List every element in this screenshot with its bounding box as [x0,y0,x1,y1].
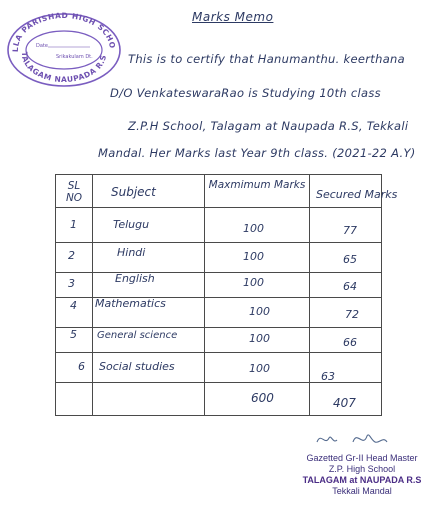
row-6-secured: 63 [321,370,335,383]
row-4-subject: Mathematics [95,297,166,310]
total-secured: 407 [333,396,356,410]
total-max: 600 [251,391,274,405]
row-2-sl: 2 [68,249,75,262]
row-3-subject: English [115,272,155,285]
header-subject: Subject [111,185,156,199]
stamp-district: Srikakulam Dt. [56,54,93,60]
body-line-3: Z.P.H School, Talagam at Naupada R.S, Tekkali [128,119,409,133]
row-5-subject: General science [97,330,178,341]
memo-title: Marks Memo [192,10,274,24]
row-1-secured: 77 [343,224,357,237]
body-line-4: Mandal. Her Marks last Year 9th class. (2021-22 A.Y) [98,146,416,160]
sig-line-3: TALAGAM at NAUPADA R.S [302,475,422,485]
stamp-date-label: Date [36,43,48,49]
body-line-2: D/O VenkateswaraRao is Studying 10th class [110,86,381,100]
row-4-max: 100 [249,305,270,318]
body-line-1: This is to certify that Hanumanthu. keerthana [128,52,405,66]
header-max: Maxmimum Marks [208,179,306,191]
row-3-secured: 64 [343,280,357,293]
marks-table [55,174,398,416]
row-1-subject: Telugu [113,218,150,231]
row-5-secured: 66 [343,336,357,349]
header-sl: SL NO [65,180,83,204]
headmaster-signature-stamp [287,438,437,498]
row-2-secured: 65 [343,253,357,266]
sig-line-4: Tekkali Mandal [332,486,392,496]
row-2-subject: Hindi [117,246,146,259]
signature-icon [287,430,437,450]
sig-line-2: Z.P. High School [328,464,396,474]
row-3-max: 100 [243,276,264,289]
sig-line-1: Gazetted Gr-II Head Master [306,453,418,463]
svg-text:TALAGAM NAUPADA R.S.: TALAGAM NAUPADA R.S [19,51,109,85]
school-stamp [4,10,124,90]
header-secured: Secured Marks [316,188,398,201]
row-5-sl: 5 [70,328,77,341]
row-6-max: 100 [249,362,270,375]
row-5-max: 100 [249,332,270,345]
svg-text:ZILLA PARISHAD HIGH SCHOOL: LLA PARISHAD HIGH SCHO [10,10,118,53]
row-4-secured: 72 [345,308,359,321]
row-6-sl: 6 [78,360,85,373]
row-4-sl: 4 [70,299,77,312]
row-6-subject: Social studies [99,360,175,373]
row-1-max: 100 [243,222,264,235]
row-1-sl: 1 [70,218,77,231]
row-3-sl: 3 [68,277,75,290]
row-2-max: 100 [243,250,264,263]
